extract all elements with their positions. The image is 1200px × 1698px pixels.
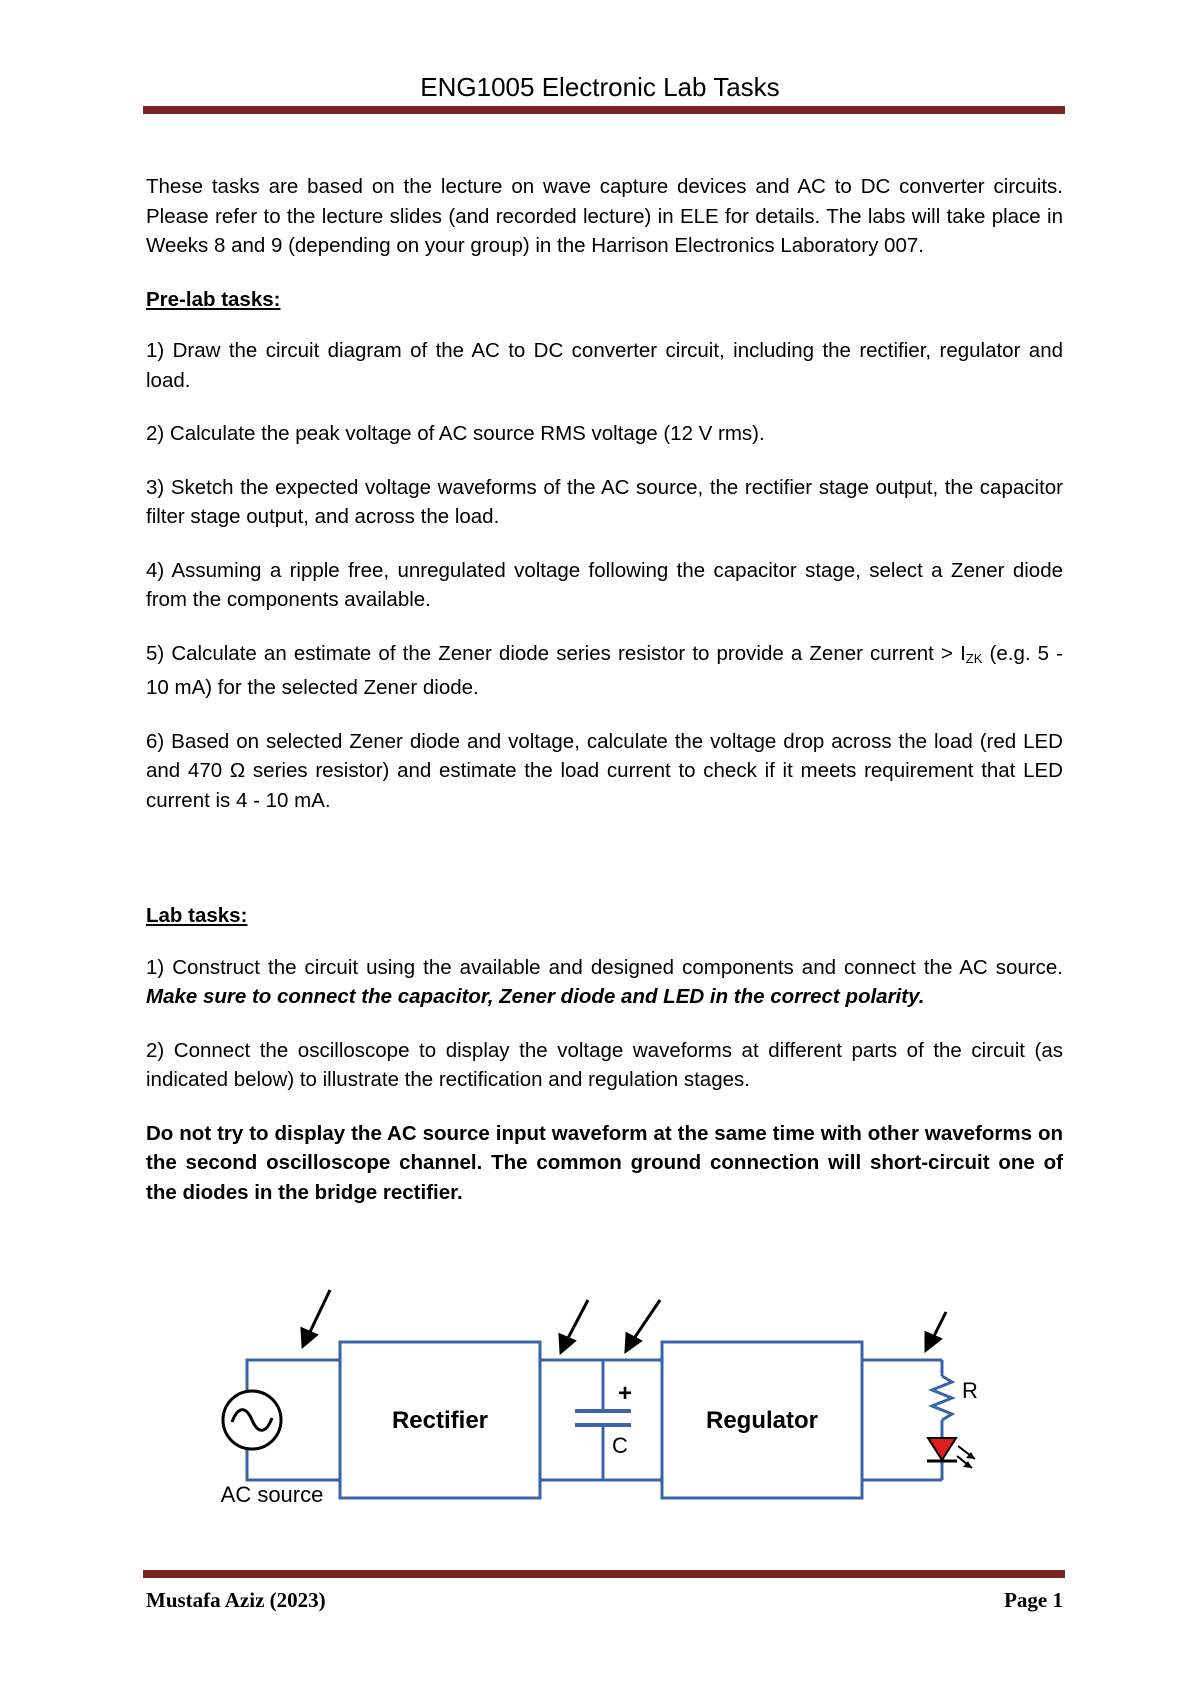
regulator-label: Regulator	[705, 1407, 819, 1434]
probe-arrow-capacitor	[626, 1300, 660, 1351]
probe-arrow-load	[926, 1312, 946, 1350]
footer-author: Mustafa Aziz (2023)	[146, 1588, 326, 1612]
resistor-zigzag	[932, 1376, 952, 1420]
resistor-label: R	[962, 1378, 978, 1403]
capacitor-plus-label: +	[618, 1380, 633, 1407]
zener-knee-subscript: ZK	[965, 650, 983, 666]
prelab-task-5-main: 5) Calculate an estimate of the Zener diode series resistor to provide a Zener current > I	[146, 641, 966, 665]
capacitor-label: C	[612, 1433, 628, 1458]
lab-task-1-emphasis: Make sure to connect the capacitor, Zener diode and LED in the correct polarity.	[146, 985, 925, 1008]
prelab-task-2: 2) Calculate the peak voltage of AC source RMS voltage (12 V rms).	[146, 422, 765, 445]
prelab-task-5	[146, 639, 1063, 703]
footer-page-number: Page 1	[1004, 1588, 1063, 1612]
ac-source-label: AC source	[220, 1482, 324, 1507]
probe-arrow-ac	[302, 1290, 330, 1346]
prelab-heading: Pre-lab tasks:	[146, 287, 281, 311]
prelab-task-3: 3) Sketch the expected voltage waveforms of the AC source, the rectifier stage output, the capacitor filter stage output, and across the load.	[146, 475, 1063, 528]
lab-task-1-main: 1) Construct the circuit using the available and designed components and connect the AC source.	[146, 955, 1063, 979]
warning-paragraph: Do not try to display the AC source input waveform at the same time with other waveforms on the second oscilloscope channel. The common ground connection will short-circuit one of the diodes in the bridge rectifier.	[146, 1121, 1063, 1204]
ac-source-icon	[223, 1391, 281, 1449]
probe-arrow-rectifier	[560, 1300, 588, 1352]
prelab-task-6: 6) Based on selected Zener diode and voltage, calculate the voltage drop across the load (red LED and 470 Ω series resistor) and estimate the load current to check if it meets requirement that LED current is 4 - 10 mA.	[146, 729, 1063, 812]
led-icon	[927, 1438, 975, 1468]
rectifier-label: Rectifier	[391, 1407, 489, 1434]
intro-paragraph: These tasks are based on the lecture on wave capture devices and AC to DC converter circuits. Please refer to the lecture slides (and recorded lecture) in ELE for details. The labs will take place in Weeks 8 and 9 (depending on your group) in the Harrison Electronics Laboratory 007.	[146, 175, 1063, 257]
circuit-diagram	[0, 1270, 1200, 1530]
prelab-task-5-rest: (e.g. 5 - 10 mA) for the selected Zener diode.	[146, 641, 1063, 699]
lab-task-2: 2) Connect the oscilloscope to display the voltage waveforms at different parts of the circuit (as indicated below) to illustrate the rectification and regulation stages.	[146, 1038, 1063, 1091]
prelab-task-4: 4) Assuming a ripple free, unregulated voltage following the capacitor stage, select a Zener diode from the components available.	[146, 558, 1063, 611]
lab-heading: Lab tasks:	[146, 904, 248, 927]
circuit-wires	[247, 1342, 952, 1498]
header-rule	[143, 106, 1065, 114]
footer-rule	[143, 1570, 1065, 1578]
prelab-task-1: 1) Draw the circuit diagram of the AC to DC converter circuit, including the rectifier, regulator and load.	[146, 339, 1063, 392]
page-title: ENG1005 Electronic Lab Tasks	[420, 72, 780, 102]
page-body	[146, 172, 1063, 1207]
lab-task-1	[146, 953, 1063, 1012]
